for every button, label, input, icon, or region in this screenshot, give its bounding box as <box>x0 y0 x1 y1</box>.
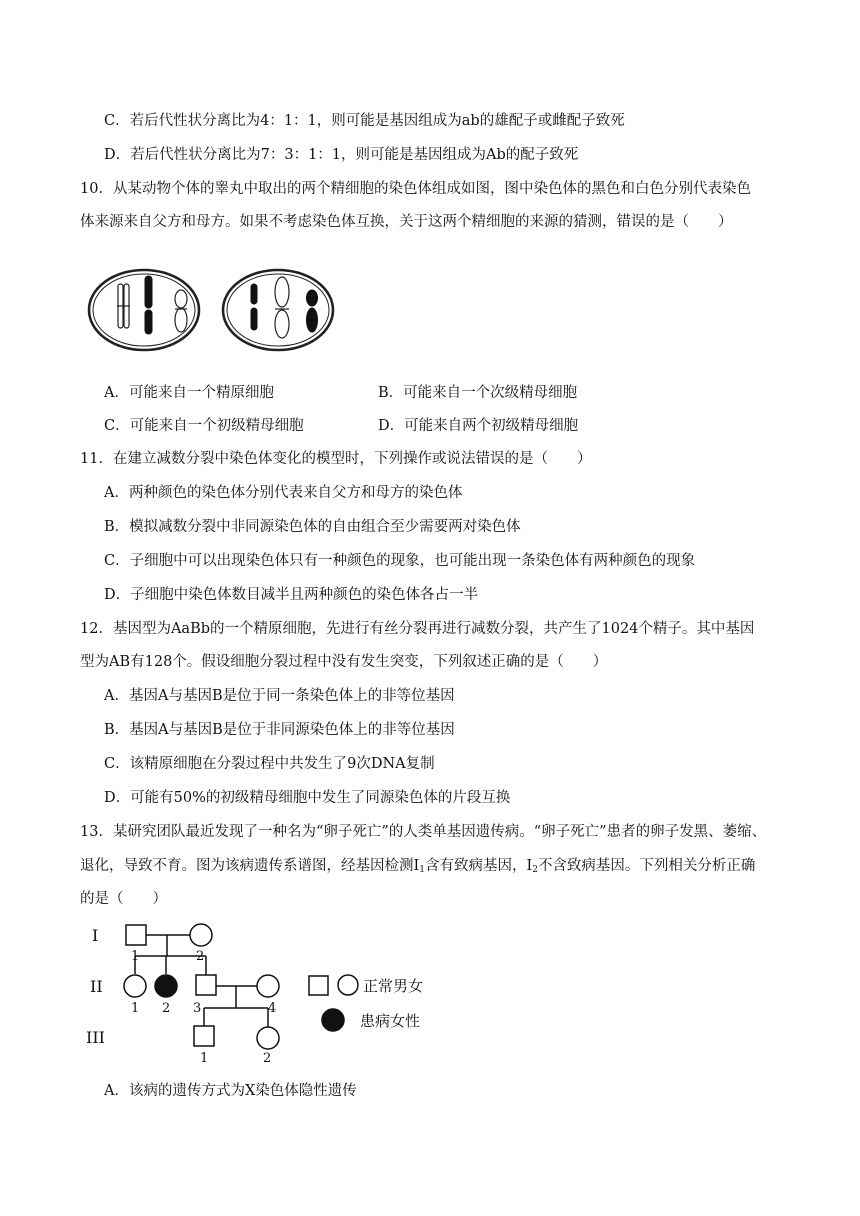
chromosome-white-2 <box>175 290 187 332</box>
pedigree-II3-male <box>196 975 216 995</box>
pedigree-III1-male <box>194 1026 214 1046</box>
q12-option-a: A．基因A与基因B是位于同一条染色体上的非等位基因 <box>104 688 455 704</box>
q12-stem-line1: 12．基因型为AaBb的一个精原细胞，先进行有丝分裂再进行减数分裂，共产生了1024个精子。其中基因 <box>80 621 755 637</box>
svg-text:3: 3 <box>193 1001 202 1016</box>
sperm-cells-figure <box>86 264 346 360</box>
q10-option-c: C．可能来自一个初级精母细胞 <box>104 418 304 434</box>
pedigree-chart <box>80 916 440 1076</box>
svg-text:1: 1 <box>131 1001 140 1016</box>
svg-text:1: 1 <box>200 1051 209 1066</box>
q10-option-b: B．可能来自一个次级精母细胞 <box>378 385 578 401</box>
svg-text:4: 4 <box>268 1001 277 1016</box>
svg-text:1: 1 <box>131 949 140 964</box>
q13-option-a: A．该病的遗传方式为X染色体隐性遗传 <box>104 1083 357 1099</box>
pedigree-III2-female <box>257 1027 279 1049</box>
chromosome-black-2 <box>251 284 257 330</box>
legend-affected-female-icon <box>322 1009 344 1031</box>
q11-option-c: C．子细胞中可以出现染色体只有一种颜色的现象，也可能出现一条染色体有两种颜色的现象 <box>104 553 696 569</box>
q11-stem: 11．在建立减数分裂中染色体变化的模型时，下列操作或说法错误的是（ ） <box>80 451 592 467</box>
pedigree-II4-female <box>257 975 279 997</box>
svg-text:2: 2 <box>263 1051 272 1066</box>
pedigree-gen-II-label: II <box>90 977 103 996</box>
legend-normal-male-icon <box>309 976 328 995</box>
q10-stem-line1: 10．从某动物个体的睾丸中取出的两个精细胞的染色体组成如图，图中染色体的黑色和白色分别代表染色 <box>80 181 751 197</box>
pedigree-II1-female <box>124 975 146 997</box>
q12-option-d: D．可能有50%的初级精母细胞中发生了同源染色体的片段互换 <box>104 790 511 806</box>
q12-option-c: C．该精原细胞在分裂过程中共发生了9次DNA复制 <box>104 756 435 772</box>
q13-stem-line1: 13．某研究团队最近发现了一种名为“卵子死亡”的人类单基因遗传病。“卵子死亡”患者的卵子发黑、萎缩、 <box>80 824 767 840</box>
chromosome-black-1 <box>145 276 152 334</box>
pedigree-I2-female <box>190 924 212 946</box>
q10-stem-line2: 体来源来自父方和母方。如果不考虑染色体互换，关于这两个精细胞的来源的猜测，错误的是（ ） <box>80 214 733 230</box>
pedigree-gen-III-label: III <box>86 1028 105 1047</box>
legend-normal-label: 正常男女 <box>363 977 424 995</box>
q13-stem-line2: 退化，导致不育。图为该病遗传系谱图，经基因检测$I_1$含有致病基因，$I_2$不含致病基因。下列相关分析正确 <box>80 858 756 875</box>
chromosome-white-1 <box>117 284 130 328</box>
q10-option-d: D．可能来自两个初级精母细胞 <box>378 418 579 434</box>
pedigree-gen-I-label: I <box>92 926 99 945</box>
pedigree-I1-male <box>126 925 146 945</box>
legend-normal-female-icon <box>338 975 358 995</box>
q13-stem-line3: 的是（ ） <box>80 891 167 907</box>
q12-option-b: B．基因A与基因B是位于非同源染色体上的非等位基因 <box>104 722 455 738</box>
pedigree-II2-affected-female <box>155 975 177 997</box>
q10-option-a: A．可能来自一个精原细胞 <box>104 385 274 401</box>
chromosome-white-3 <box>275 277 289 338</box>
q12-stem-line2: 型为AB有128个。假设细胞分裂过程中没有发生突变，下列叙述正确的是（ ） <box>80 654 608 670</box>
svg-text:2: 2 <box>162 1001 171 1016</box>
q11-option-b: B．模拟减数分裂中非同源染色体的自由组合至少需要两对染色体 <box>104 519 521 535</box>
q11-option-d: D．子细胞中染色体数目减半且两种颜色的染色体各占一半 <box>104 587 479 603</box>
chromosome-black-3 <box>307 290 318 332</box>
q11-option-a: A．两种颜色的染色体分别代表来自父方和母方的染色体 <box>104 485 463 501</box>
legend-affected-label: 患病女性 <box>360 1012 421 1030</box>
svg-text:2: 2 <box>196 949 205 964</box>
q9-option-c: C．若后代性状分离比为4：1：1，则可能是基因组成为ab的雄配子或雌配子致死 <box>104 113 625 129</box>
q9-option-d: D．若后代性状分离比为7：3：1：1，则可能是基因组成为Ab的配子致死 <box>104 147 579 163</box>
